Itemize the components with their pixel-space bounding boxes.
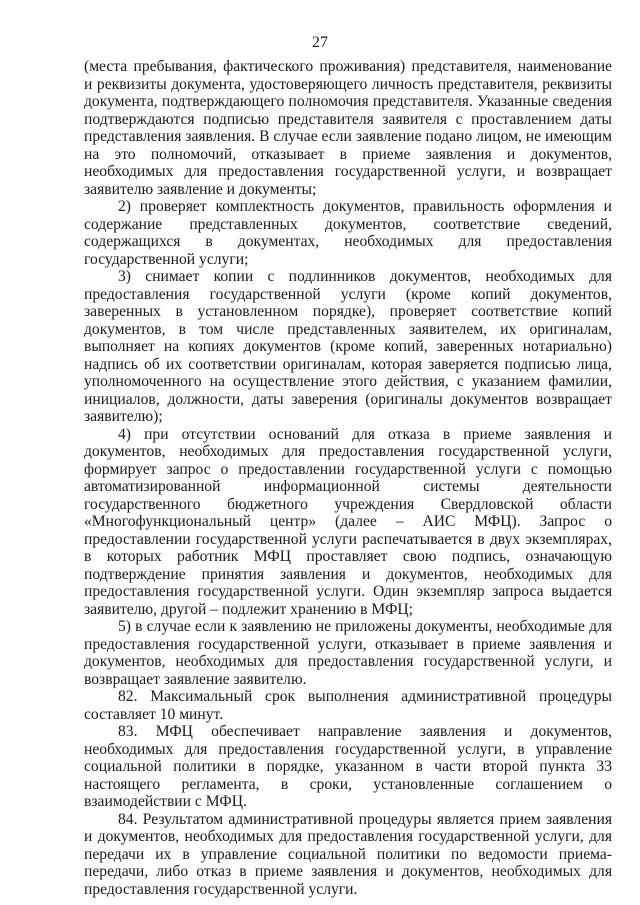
document-body [84,58,612,898]
paragraph-82: 82. Максимальный срок выполнения административной процедуры составляет 10 минут. [84,688,612,723]
paragraph-item-5: 5) в случае если к заявлению не приложены документы, необходимые для предоставления государственной услуги, отказывает в приеме заявления и документов, необходимых для предоставления государственной услуги, и возвращает заявление заявителю. [84,618,612,688]
paragraph-item-2: 2) проверяет комплектность документов, правильность оформления и содержание представленных документов, соответствие сведений, содержащихся в документах, необходимых для предоставления государственной услуги; [84,198,612,268]
page-number: 27 [312,34,328,51]
paragraph-item-3: 3) снимает копии с подлинников документов, необходимых для предоставления государственной услуги (кроме копий документов, заверенных в установленном порядке), проверяет соответствие копий документов, в том числе представленных заявителем, их оригиналам, выполняет на копиях документов (кроме копий, заверенных нотариально) надпись об их соответствии оригиналам, которая заверяется подписью лица, уполномоченного на осуществление этого действия, с указанием фамилии, инициалов, должности, даты заверения (оригиналы документов возвращает заявителю); [84,268,612,425]
paragraph-continuation: (места пребывания, фактического проживания) представителя, наименование и реквизиты документа, удостоверяющего личность представителя, реквизиты документа, подтверждающего полномочия представителя. Указанные сведения подтверждаются подписью представителя заявителя с проставлением даты представления заявления. В случае если заявление подано лицом, не имеющим на это полномочий, отказывает в приеме заявления и документов, необходимых для предоставления государственной услуги, и возвращает заявителю заявление и документы; [84,58,612,198]
paragraph-84: 84. Результатом административной процедуры является прием заявления и документов, необходимых для предоставления государственной услуги, для передачи их в управление социальной политики по ведомости приема-передачи, либо отказ в приеме заявления и документов, необходимых для предоставления государственной услуги. [84,810,612,898]
paragraph-item-4: 4) при отсутствии оснований для отказа в приеме заявления и документов, необходимых для предоставления государственной услуги, формирует запрос о предоставлении государственной услуги с помощью автоматизированной информационной системы деятельности государственного бюджетного учреждения Свердловской области «Многофункциональный центр» (далее – АИС МФЦ). Запрос о предоставлении государственной услуги распечатывается в двух экземплярах, в которых работник МФЦ проставляет свою подпись, означающую подтверждение принятия заявления и документов, необходимых для предоставления государственной услуги. Один экземпляр запроса выдается заявителю, другой – подлежит хранению в МФЦ; [84,425,612,618]
paragraph-83: 83. МФЦ обеспечивает направление заявления и документов, необходимых для предоставления государственной услуги, в управление социальной политики в порядке, указанном в части второй пункта 33 настоящего регламента, в сроки, установленные соглашением о взаимодействии с МФЦ. [84,723,612,810]
